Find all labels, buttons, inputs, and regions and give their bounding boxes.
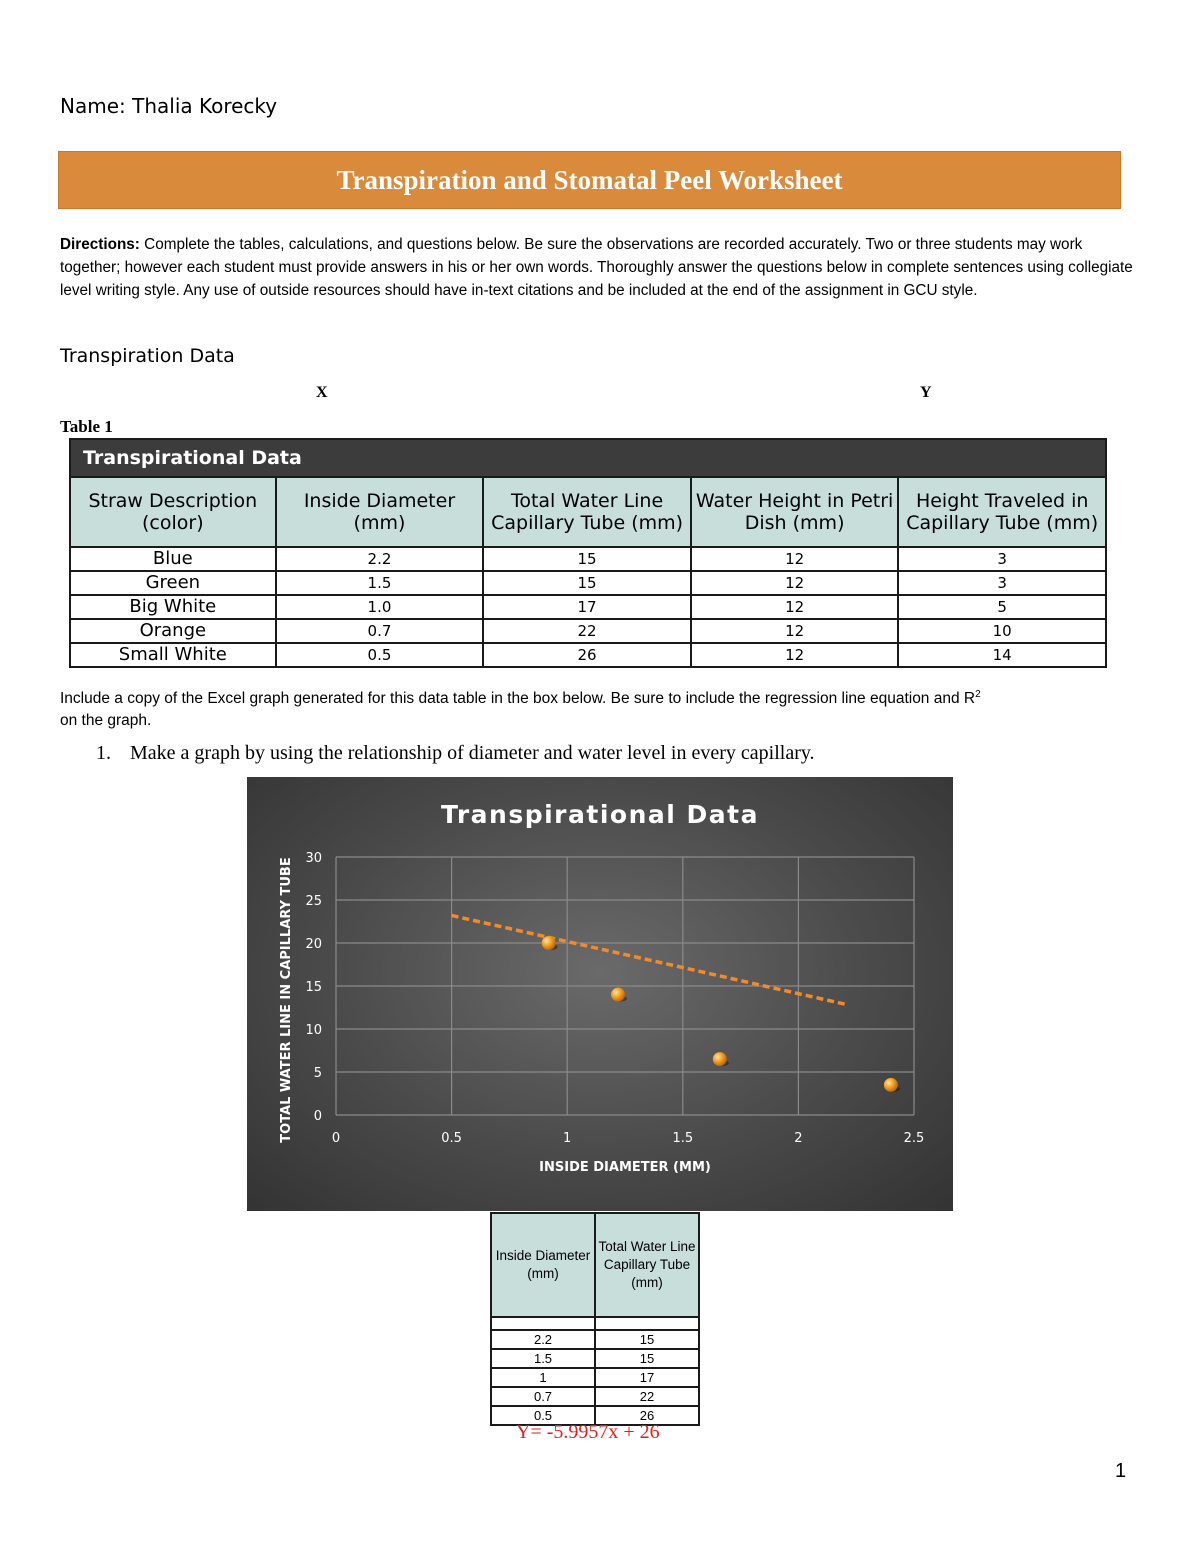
table-cell: 15 [483,571,691,595]
data-point [611,988,625,1002]
table-row [70,595,1106,619]
name-label: Name: [60,94,126,118]
y-tick-label: 20 [305,937,322,952]
section-heading: Transpiration Data [60,345,235,367]
y-tick-label: 30 [305,851,322,866]
table-cell: 1.5 [276,571,484,595]
table-cell: 10 [898,619,1106,643]
y-tick-label: 5 [313,1066,322,1081]
y-tick-label: 25 [305,894,322,909]
column-header: Inside Diameter (mm) [276,477,484,547]
table-cell: 17 [595,1368,699,1387]
student-name [60,94,277,118]
x-tick-label: 0.5 [441,1131,462,1146]
column-header: Straw Description (color) [70,477,276,547]
table-caption: Transpirational Data [70,439,1106,477]
y-tick-label: 0 [313,1109,322,1124]
table-cell: 1.5 [491,1349,595,1368]
table-cell: 2.2 [276,547,484,571]
chart-title: Transpirational Data [441,800,759,829]
question-text: Make a graph by using the relationship of diameter and water level in every capillary. [130,742,815,764]
transpiration-data-table [69,438,1107,668]
y-column-marker: Y [920,384,932,401]
table-cell: Small White [70,643,276,667]
x-column-marker: X [316,384,328,401]
question-1 [96,742,815,765]
question-number: 1. [96,742,111,764]
table-cell: 15 [595,1330,699,1349]
table-cell: 15 [483,547,691,571]
spacer-cell [595,1317,699,1330]
name-value: Thalia Korecky [132,94,278,118]
column-header: Inside Diameter (mm) [491,1213,595,1317]
scatter-chart [247,777,953,1211]
directions-label: Directions: [60,236,140,253]
table-cell: 5 [898,595,1106,619]
table-cell: 1 [491,1368,595,1387]
table-row [70,571,1106,595]
table-row [70,547,1106,571]
table-cell: 0.7 [276,619,484,643]
y-tick-label: 15 [305,980,322,995]
table-cell: 22 [483,619,691,643]
data-points [542,936,900,1092]
table-cell: 14 [898,643,1106,667]
directions-paragraph [60,233,1140,302]
x-axis-label: INSIDE DIAMETER (MM) [539,1160,711,1175]
chart-canvas [247,777,953,1211]
regression-data-table [490,1212,700,1426]
table-cell: 3 [898,571,1106,595]
table-cell: Blue [70,547,276,571]
column-header: Height Traveled in Capillary Tube (mm) [898,477,1106,547]
table-row [491,1330,699,1349]
table-row [491,1368,699,1387]
trendline-layer [452,915,845,1004]
table-cell: 26 [595,1406,699,1425]
y-axis-label: TOTAL WATER LINE IN CAPILLARY TUBE [279,857,294,1143]
page-number: 1 [1115,1460,1127,1482]
y-axis-ticks [305,851,322,1124]
table-cell: 0.7 [491,1387,595,1406]
table-cell: Green [70,571,276,595]
x-tick-label: 1.5 [672,1131,694,1146]
table-cell: Big White [70,595,276,619]
table-cell: 0.5 [491,1406,595,1425]
x-tick-label: 2.5 [903,1131,925,1146]
data-point [884,1078,898,1092]
x-tick-label: 1 [563,1131,572,1146]
table-cell: 17 [483,595,691,619]
instructions-text: Include a copy of the Excel graph generated for this data table in the box below. Be sure to include the regression line equation and R [60,690,976,708]
trendline [452,915,845,1004]
table-cell: 22 [595,1387,699,1406]
chart-gridlines [336,857,914,1115]
table-cell: 2.2 [491,1330,595,1349]
table-row [491,1349,699,1368]
spacer-cell [491,1317,595,1330]
directions-text: Complete the tables, calculations, and questions below. Be sure the observations are recorded accurately. Two or three students may work together; however each student must provide answers in his or her own words. Thoroughly answer the questions below in complete sentences using collegiate level writing style. Any use of outside resources should have in-text citations and be included at the end of the assignment in GCU style. [60,236,1133,299]
table-cell: 12 [691,595,899,619]
graph-instructions [60,684,1140,732]
x-tick-label: 2 [794,1131,803,1146]
table-cell: 12 [691,619,899,643]
table-label: Table 1 [60,417,113,436]
y-tick-label: 10 [305,1023,322,1038]
table-cell: 12 [691,571,899,595]
table-row [70,643,1106,667]
data-point [542,936,556,950]
column-header: Total Water Line Capillary Tube (mm) [595,1213,699,1317]
table-cell: Orange [70,619,276,643]
table-cell: 12 [691,547,899,571]
worksheet-title: Transpiration and Stomatal Peel Worksheet [336,165,843,195]
data-point [713,1052,727,1066]
title-banner [58,151,1121,209]
table-cell: 0.5 [276,643,484,667]
table-cell: 15 [595,1349,699,1368]
regression-equation: Y= -5.9957x + 26 [516,1421,660,1443]
x-tick-label: 0 [331,1131,341,1146]
table-row [70,619,1106,643]
column-header: Total Water Line Capillary Tube (mm) [483,477,691,547]
column-header: Water Height in Petri Dish (mm) [691,477,899,547]
table-cell: 12 [691,643,899,667]
r-squared-superscript: 2 [975,689,981,700]
instructions-tail: on the graph. [60,712,152,730]
table-cell: 1.0 [276,595,484,619]
table-row [491,1387,699,1406]
table-cell: 3 [898,547,1106,571]
x-axis-ticks [332,1131,924,1146]
table-cell: 26 [483,643,691,667]
